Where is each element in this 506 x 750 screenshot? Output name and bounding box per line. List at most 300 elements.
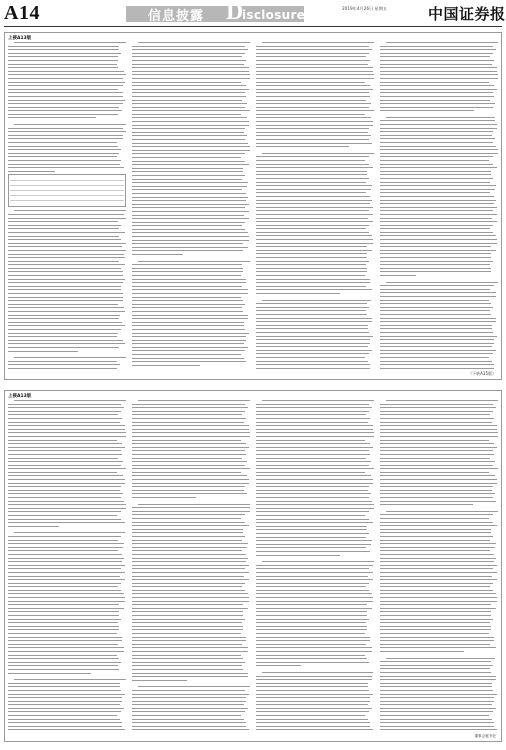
- text-line: [132, 425, 249, 426]
- text-line: [380, 261, 493, 262]
- text-line: [132, 440, 241, 441]
- text-line: [256, 143, 372, 144]
- text-line: [380, 138, 495, 139]
- section-title-en: isclosure: [242, 8, 306, 22]
- text-line: [8, 236, 119, 237]
- text-line: [380, 185, 496, 186]
- text-line: [380, 647, 496, 648]
- text-line: [138, 504, 250, 505]
- text-line: [8, 633, 117, 634]
- text-line: [132, 100, 242, 101]
- text-line: [256, 46, 369, 47]
- text-line: [8, 167, 124, 168]
- text-line: [380, 543, 496, 544]
- text-line: [380, 353, 493, 354]
- text-line: [256, 196, 370, 197]
- text-line: [256, 336, 373, 337]
- text-line: [8, 704, 120, 705]
- text-line: [132, 168, 243, 169]
- text-line: [8, 644, 118, 645]
- text-line: [132, 254, 183, 255]
- text-line: [256, 443, 370, 444]
- text-line: [380, 268, 491, 269]
- text-line: [380, 486, 493, 487]
- text-line: [380, 250, 496, 251]
- text-line: [256, 350, 372, 351]
- text-line: [8, 519, 121, 520]
- text-line: [256, 200, 372, 201]
- text-line: [256, 228, 366, 229]
- text-line: [380, 619, 493, 620]
- text-line: [8, 561, 122, 562]
- text-line: [256, 626, 367, 627]
- text-line: [380, 203, 494, 204]
- text-line: [8, 171, 55, 172]
- text-line: [256, 529, 367, 530]
- text-line: [132, 89, 249, 90]
- text-line: [256, 178, 369, 179]
- text-line: [380, 504, 473, 505]
- text-line: [380, 189, 495, 190]
- text-line: [8, 239, 121, 240]
- text-line: [380, 235, 496, 236]
- text-line: [132, 719, 244, 720]
- text-line: [380, 633, 489, 634]
- text-line: [8, 156, 117, 157]
- text-line: [380, 142, 493, 143]
- text-line: [256, 608, 372, 609]
- text-line: [8, 622, 118, 623]
- text-line: [132, 74, 250, 75]
- text-line: [8, 336, 117, 337]
- text-line: [8, 153, 119, 154]
- text-line: [380, 120, 495, 121]
- text-line: [132, 511, 250, 512]
- text-line: [256, 253, 367, 254]
- text-line: [132, 78, 250, 79]
- text-line: [138, 261, 250, 262]
- text-line: [132, 447, 249, 448]
- text-line: [380, 60, 494, 61]
- text-line: [380, 310, 490, 311]
- text-line: [256, 411, 369, 412]
- text-line: [132, 583, 245, 584]
- text-line: [14, 357, 126, 358]
- text-line: [380, 346, 492, 347]
- text-line: [132, 507, 250, 508]
- text-line: [8, 465, 121, 466]
- text-line: [380, 536, 493, 537]
- text-line: [256, 601, 373, 602]
- text-line: [380, 307, 493, 308]
- text-line: [8, 282, 123, 283]
- text-line: [8, 100, 125, 101]
- text-line: [132, 229, 245, 230]
- section-title-en-initial: D: [226, 0, 244, 25]
- text-line: [380, 475, 495, 476]
- text-line: [380, 160, 489, 161]
- section-title-cn: 信息披露: [148, 9, 205, 24]
- text-line: [256, 107, 369, 108]
- text-line: [132, 96, 246, 97]
- text-line: [8, 615, 119, 616]
- text-line: [256, 686, 368, 687]
- text-line: [380, 361, 492, 362]
- text-line: [132, 150, 250, 151]
- text-line: [132, 103, 247, 104]
- text-line: [132, 92, 245, 93]
- text-line: [256, 436, 374, 437]
- text-line: [380, 92, 493, 93]
- text-line: [380, 318, 496, 319]
- text-line: [132, 525, 249, 526]
- text-line: [132, 49, 248, 50]
- text-line: [256, 286, 366, 287]
- text-line: [256, 597, 373, 598]
- text-columns: [8, 42, 498, 371]
- text-line: [380, 579, 497, 580]
- text-line: [256, 92, 369, 93]
- text-line: [8, 579, 125, 580]
- text-line: [132, 175, 245, 176]
- text-line: [8, 297, 123, 298]
- text-line: [132, 135, 247, 136]
- text-line: [256, 64, 368, 65]
- text-line: [8, 479, 125, 480]
- text-line: [256, 218, 368, 219]
- text-line: [8, 458, 118, 459]
- text-line: [256, 343, 370, 344]
- text-line: [380, 343, 494, 344]
- text-line: [380, 182, 490, 183]
- text-line: [256, 555, 340, 556]
- text-line: [256, 271, 367, 272]
- text-line: [256, 422, 368, 423]
- text-line: [8, 232, 125, 233]
- text-line: [380, 96, 494, 97]
- text-line: [132, 358, 244, 359]
- text-line: [132, 475, 247, 476]
- text-line: [8, 164, 120, 165]
- text-line: [8, 597, 125, 598]
- text-line: [256, 135, 371, 136]
- text-line: [132, 215, 244, 216]
- text-line: [132, 561, 246, 562]
- text-line: [380, 432, 498, 433]
- text-line: [380, 124, 497, 125]
- text-line: [256, 683, 368, 684]
- text-line: [132, 350, 245, 351]
- text-line: [380, 418, 494, 419]
- text-line: [386, 117, 495, 118]
- text-line: [132, 132, 244, 133]
- text-line: [380, 49, 496, 50]
- text-line: [256, 515, 365, 516]
- text-line: [132, 729, 249, 730]
- text-line: [256, 261, 369, 262]
- text-line: [8, 472, 117, 473]
- text-line: [380, 85, 494, 86]
- text-line: [8, 662, 121, 663]
- text-line: [380, 135, 492, 136]
- text-line: [256, 533, 369, 534]
- text-line: [380, 414, 490, 415]
- text-line: [8, 243, 126, 244]
- text-line: [256, 239, 373, 240]
- text-line: [132, 71, 249, 72]
- text-line: [256, 207, 373, 208]
- text-line: [256, 192, 366, 193]
- text-line: [380, 719, 492, 720]
- text-line: [8, 268, 121, 269]
- text-line: [256, 128, 369, 129]
- text-line: [380, 565, 497, 566]
- text-line: [380, 525, 497, 526]
- text-line: [256, 339, 370, 340]
- text-line: [132, 268, 243, 269]
- text-line: [380, 726, 494, 727]
- masthead-logo: 中国证券报: [428, 5, 506, 23]
- text-line: [132, 60, 246, 61]
- text-line: [132, 633, 241, 634]
- text-line: [132, 629, 243, 630]
- text-line: [132, 722, 246, 723]
- text-line: [380, 568, 493, 569]
- text-line: [380, 608, 496, 609]
- text-line: [132, 117, 247, 118]
- text-line: [380, 722, 494, 723]
- continuation-label: 上接A13版: [8, 36, 32, 41]
- text-line: [8, 49, 119, 50]
- text-line: [132, 458, 242, 459]
- text-line: [380, 468, 498, 469]
- text-line: [256, 404, 369, 405]
- text-line: [8, 619, 121, 620]
- text-line: [8, 655, 117, 656]
- text-line: [380, 694, 497, 695]
- text-line: [256, 189, 371, 190]
- text-line: [132, 590, 245, 591]
- text-line: [8, 135, 123, 136]
- text-line: [8, 436, 126, 437]
- text-line: [380, 604, 491, 605]
- text-line: [256, 210, 369, 211]
- text-line: [132, 211, 249, 212]
- text-line: [256, 414, 366, 415]
- text-line: [138, 686, 250, 687]
- text-line: [256, 418, 370, 419]
- text-line: [380, 350, 496, 351]
- text-line: [256, 504, 374, 505]
- text-line: [380, 264, 490, 265]
- text-line: [132, 697, 246, 698]
- text-line: [380, 210, 493, 211]
- text-line: [256, 547, 366, 548]
- text-line: [256, 110, 374, 111]
- text-line: [8, 60, 118, 61]
- text-line: [380, 56, 490, 57]
- text-line: [380, 461, 495, 462]
- text-line: [132, 644, 242, 645]
- text-line: [8, 149, 121, 150]
- text-line: [380, 239, 497, 240]
- text-line: [132, 200, 246, 201]
- text-line: [256, 53, 369, 54]
- text-line: [256, 307, 369, 308]
- text-line: [256, 100, 366, 101]
- text-line: [8, 414, 118, 415]
- text-line: [8, 307, 124, 308]
- text-line: [132, 669, 243, 670]
- text-line: [132, 414, 242, 415]
- text-line: [132, 486, 245, 487]
- text-line: [132, 340, 246, 341]
- text-line: [132, 608, 248, 609]
- text-line: [380, 479, 497, 480]
- text-line: [8, 483, 125, 484]
- text-line: [256, 268, 367, 269]
- text-line: [132, 361, 246, 362]
- text-line: [380, 518, 489, 519]
- text-line: [380, 82, 489, 83]
- text-line: [8, 461, 123, 462]
- text-columns: [8, 400, 498, 733]
- text-line: [256, 303, 367, 304]
- text-line: [132, 354, 241, 355]
- text-line: [380, 615, 491, 616]
- text-line: [380, 243, 497, 244]
- text-line: [256, 662, 369, 663]
- text-line: [132, 554, 246, 555]
- text-line: [256, 221, 373, 222]
- text-line: [380, 221, 497, 222]
- text-line: [256, 235, 372, 236]
- text-line: [8, 289, 121, 290]
- text-line: [8, 501, 124, 502]
- text-line: [380, 422, 492, 423]
- text-line: [8, 293, 123, 294]
- text-line: [256, 694, 373, 695]
- text-line: [8, 71, 124, 72]
- text-line: [380, 558, 496, 559]
- text-line: [380, 701, 494, 702]
- text-line: [256, 483, 373, 484]
- text-line: [8, 486, 121, 487]
- text-line: [8, 343, 125, 344]
- text-line: [8, 304, 118, 305]
- text-line: [256, 647, 372, 648]
- text-line: [256, 214, 373, 215]
- text-line: [8, 279, 125, 280]
- text-line: [132, 264, 242, 265]
- text-line: [256, 225, 369, 226]
- text-line: [256, 551, 370, 552]
- text-line: [256, 328, 368, 329]
- text-line: [8, 658, 119, 659]
- text-line: [132, 411, 245, 412]
- text-line: [380, 708, 496, 709]
- text-line: [256, 318, 372, 319]
- text-line: [8, 257, 125, 258]
- text-line: [132, 143, 248, 144]
- text-line: [380, 67, 497, 68]
- text-line: [256, 164, 369, 165]
- text-line: [14, 532, 125, 533]
- text-line: [262, 672, 373, 673]
- text-line: [380, 629, 491, 630]
- text-line: [256, 468, 374, 469]
- text-line: [8, 418, 122, 419]
- page-number: A14: [4, 2, 40, 24]
- text-line: [132, 67, 249, 68]
- text-line: [256, 540, 372, 541]
- text-line: [256, 440, 365, 441]
- text-line: [8, 225, 121, 226]
- text-line: [256, 85, 370, 86]
- text-line: [256, 357, 365, 358]
- text-line: [132, 329, 245, 330]
- text-line: [380, 107, 493, 108]
- text-line: [380, 576, 492, 577]
- text-line: [8, 565, 125, 566]
- text-line: [256, 425, 373, 426]
- text-line: [8, 497, 121, 498]
- text-line: [132, 529, 243, 530]
- text-line: [132, 225, 242, 226]
- text-line: [256, 243, 373, 244]
- text-line: [8, 246, 122, 247]
- text-line: [256, 56, 366, 57]
- text-line: [256, 611, 367, 612]
- text-line: [256, 679, 372, 680]
- text-line: [132, 432, 250, 433]
- text-line: [380, 572, 497, 573]
- text-line: [132, 558, 248, 559]
- text-line: [380, 554, 494, 555]
- text-line: [380, 651, 464, 652]
- text-line: [8, 92, 123, 93]
- text-line: [256, 465, 369, 466]
- text-line: [256, 544, 371, 545]
- text-line: [8, 254, 124, 255]
- text-line: [132, 315, 248, 316]
- text-line: [256, 665, 301, 666]
- text-line: [256, 501, 372, 502]
- text-line: [132, 110, 250, 111]
- text-line: [256, 156, 369, 157]
- text-line: [256, 450, 369, 451]
- text-line: [380, 529, 491, 530]
- text-line: [380, 729, 497, 730]
- text-line: [256, 103, 371, 104]
- text-line: [8, 264, 125, 265]
- text-line: [132, 568, 245, 569]
- text-line: [8, 347, 119, 348]
- text-line: [8, 333, 118, 334]
- text-line: [380, 522, 493, 523]
- text-line: [262, 153, 374, 154]
- text-line: [132, 704, 244, 705]
- text-line: [256, 586, 366, 587]
- text-line: [256, 139, 369, 140]
- text-line: [8, 719, 120, 720]
- text-line: [132, 622, 242, 623]
- text-line: [256, 590, 369, 591]
- text-line: [256, 461, 371, 462]
- text-line: [256, 310, 366, 311]
- text-line: [380, 429, 497, 430]
- text-line: [132, 532, 243, 533]
